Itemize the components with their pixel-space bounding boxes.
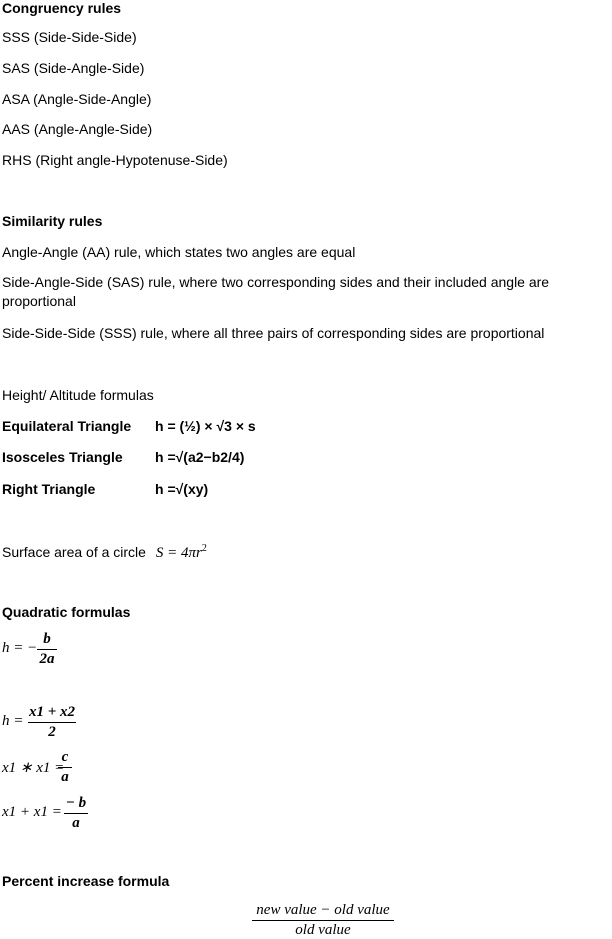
- height-label-right: Right Triangle: [2, 481, 96, 497]
- height-label-equilateral: Equilateral Triangle: [2, 418, 132, 434]
- height-label-isosceles: Isosceles Triangle: [2, 449, 123, 465]
- quad-f2-den: 2: [48, 724, 56, 740]
- surface-area-line: [2, 541, 610, 561]
- quadratic-heading: Quadratic formulas: [2, 604, 131, 620]
- similarity-heading: Similarity rules: [2, 213, 103, 229]
- quad-f2-num: x1 + x2: [28, 704, 76, 720]
- quad-f1-lhs: h = −: [2, 640, 38, 656]
- percent-den: old value: [295, 922, 351, 938]
- quad-f4-num: − b: [65, 795, 87, 811]
- congruency-item-rhs: RHS (Right angle-Hypotenuse-Side): [2, 152, 228, 168]
- quad-f4-den: a: [72, 815, 80, 831]
- quad-f3-lhs: x1 ∗ x1 =: [2, 760, 65, 776]
- quad-f1-fraction: [37, 631, 57, 668]
- height-formula-isosceles: h =√(a2−b2/4): [155, 449, 245, 465]
- similarity-item-sas: Side-Angle-Side (SAS) rule, where two corresponding sides and their included angle are proportional: [2, 274, 550, 309]
- congruency-item-asa: ASA (Angle-Side-Angle): [2, 91, 152, 107]
- height-heading: Height/ Altitude formulas: [2, 387, 154, 403]
- height-formula-right: h =√(xy): [155, 481, 209, 497]
- height-formula-equilateral: h = (½) × √3 × s: [155, 418, 256, 434]
- surface-area-expr: S = 4πr: [155, 545, 202, 561]
- quad-f1-num: b: [43, 631, 51, 647]
- similarity-item-aa: Angle-Angle (AA) rule, which states two angles are equal: [2, 244, 356, 260]
- quad-f2-fraction: [28, 704, 76, 741]
- percent-fraction: [252, 902, 394, 939]
- congruency-heading: Congruency rules: [2, 0, 122, 16]
- congruency-item-aas: AAS (Angle-Angle-Side): [2, 121, 153, 137]
- surface-area-exponent: 2: [201, 543, 207, 554]
- congruency-item-sss: SSS (Side-Side-Side): [2, 29, 137, 45]
- quad-f3-fraction: [58, 749, 72, 786]
- quad-f3-den: a: [61, 769, 69, 785]
- similarity-item-sss: Side-Side-Side (SSS) rule, where all three pairs of corresponding sides are proportional: [2, 325, 545, 341]
- quad-f1-den: 2a: [39, 651, 55, 667]
- surface-area-label: Surface area of a circle: [2, 544, 146, 560]
- quad-f2-lhs: h =: [2, 713, 24, 729]
- congruency-item-sas: SAS (Side-Angle-Side): [2, 60, 145, 76]
- quad-f4-lhs: x1 + x1 =: [2, 804, 62, 820]
- surface-area-formula: [156, 545, 207, 561]
- percent-heading: Percent increase formula: [2, 873, 170, 889]
- percent-num: new value − old value: [256, 902, 390, 918]
- quad-f4-fraction: [64, 795, 88, 832]
- quad-f3-num: c: [61, 749, 69, 765]
